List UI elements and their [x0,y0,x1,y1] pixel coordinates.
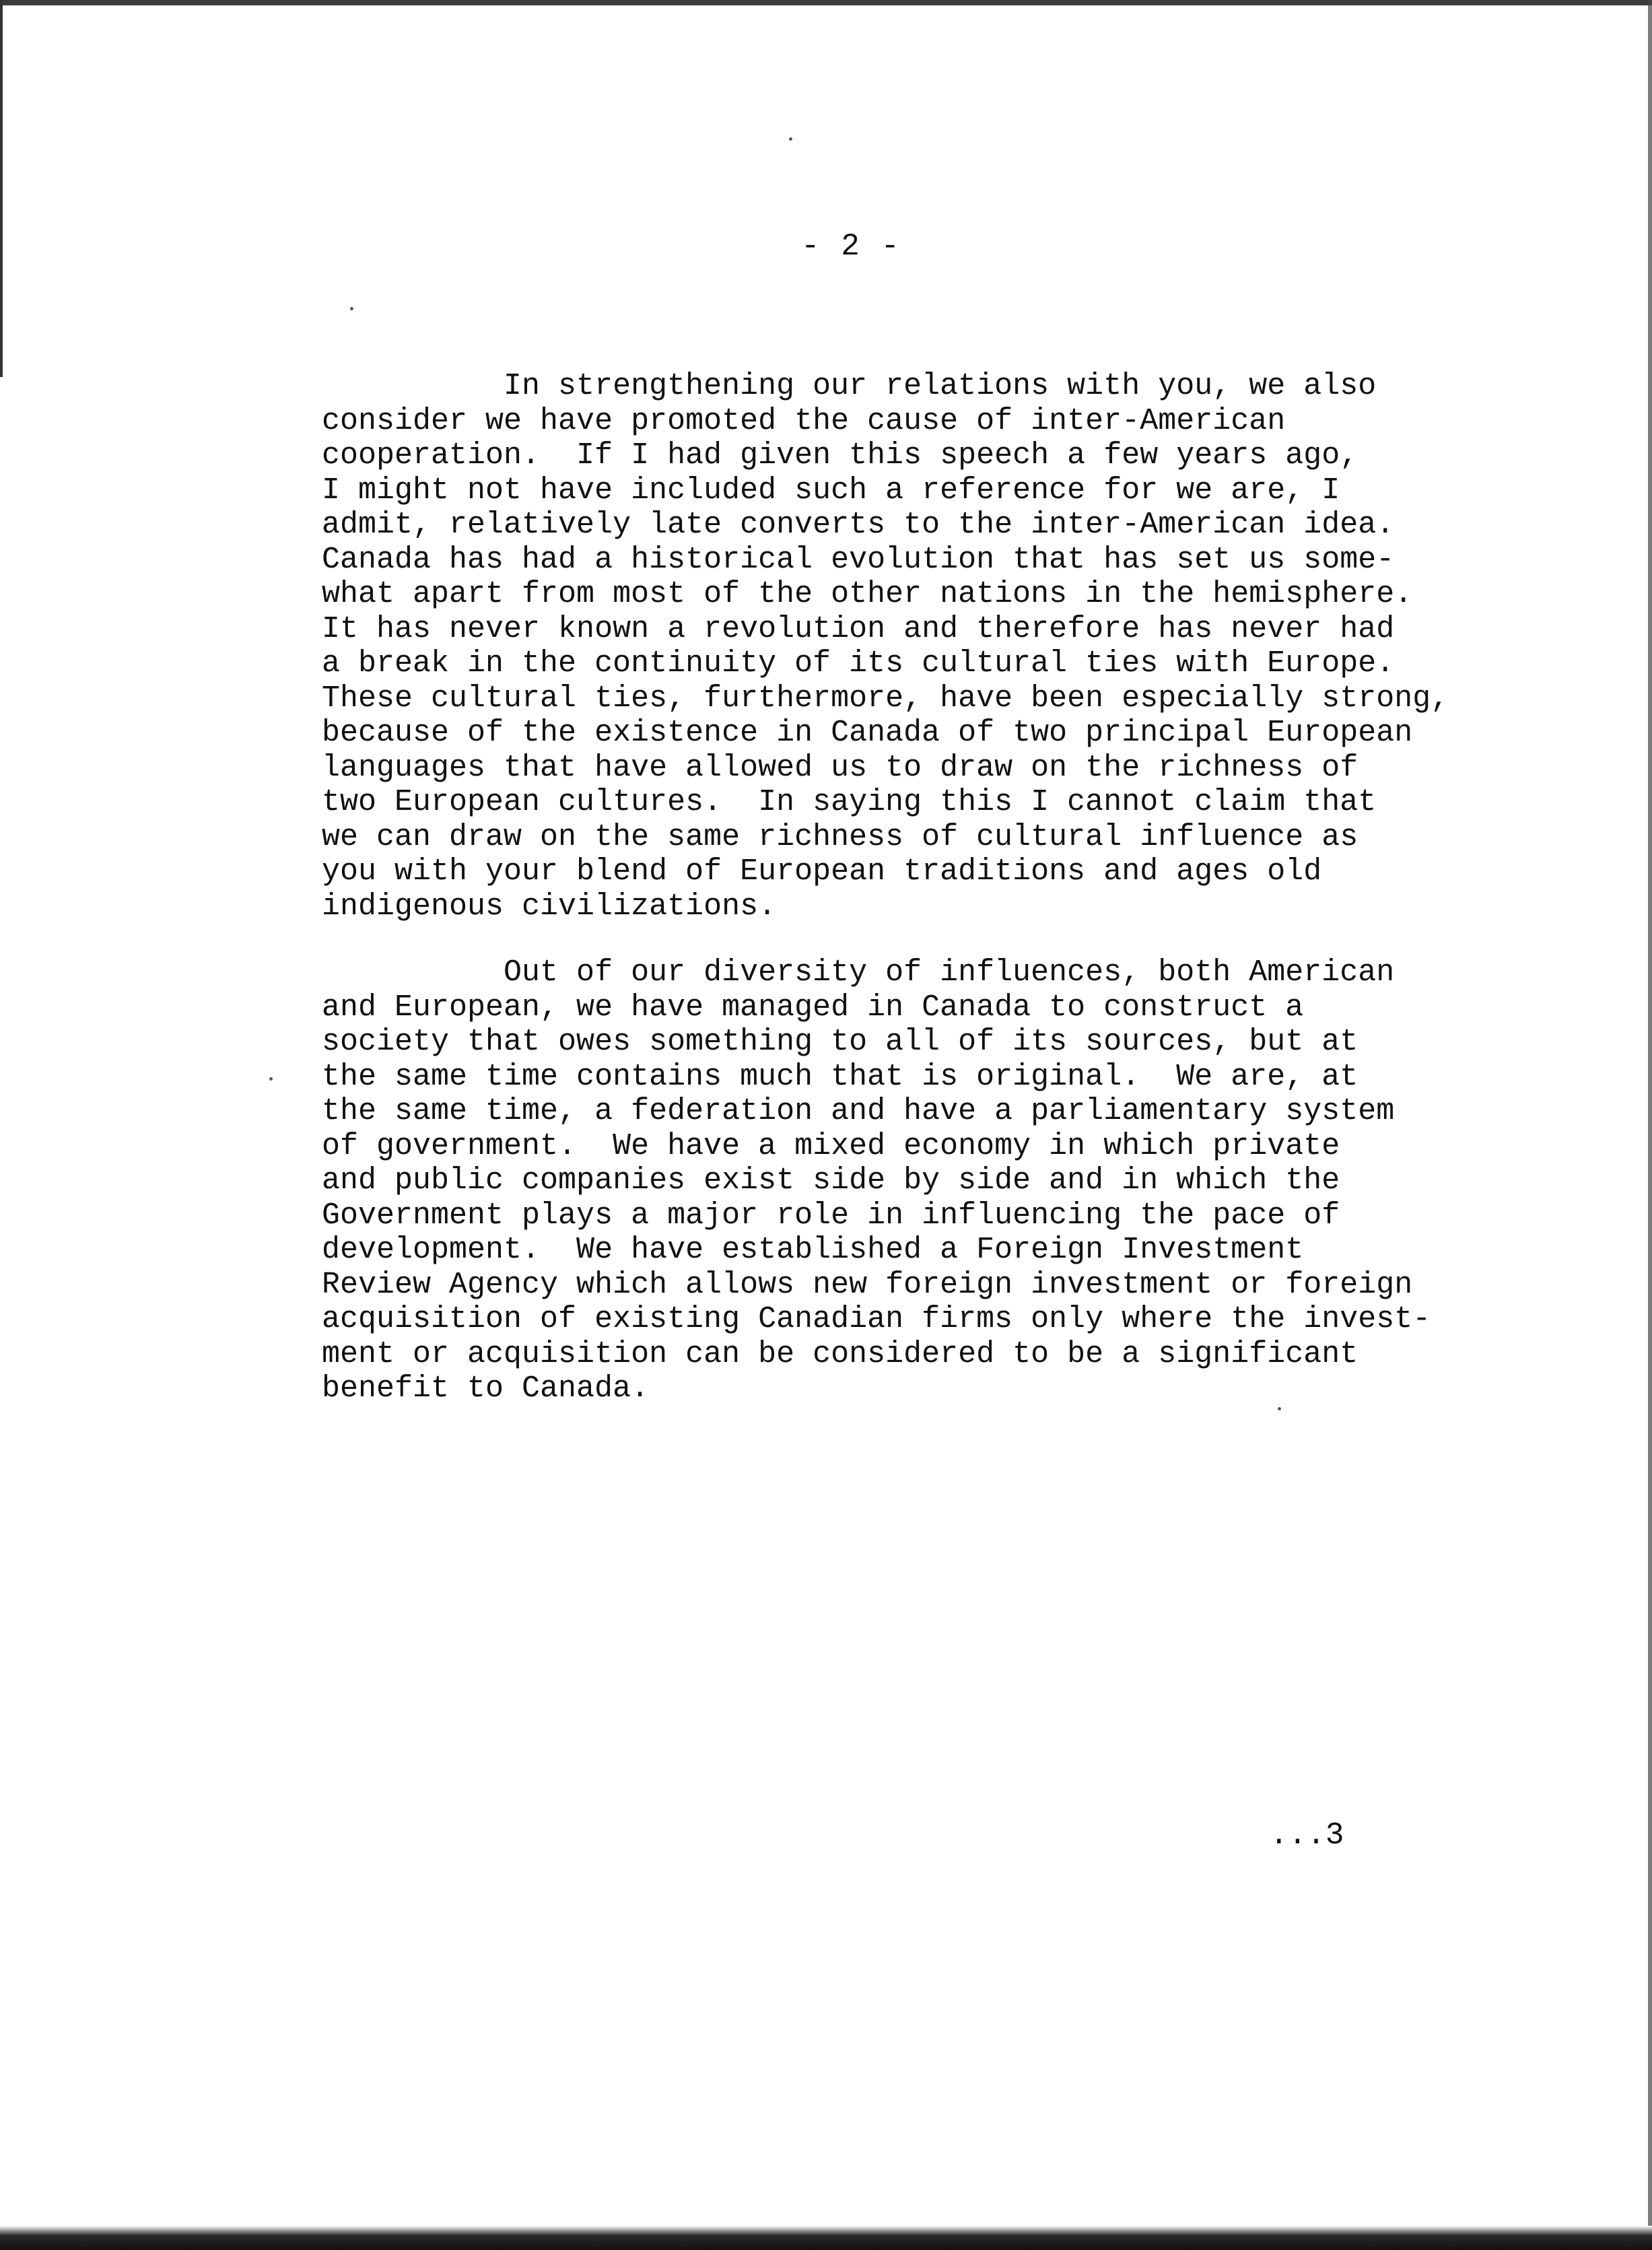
paragraph-1 [322,369,1587,924]
text-line: Out of our diversity of influences, both American [322,955,1395,990]
text-line: development. We have established a Foreign Investment [322,1233,1304,1267]
text-line: languages that have allowed us to draw on the richness of [322,750,1358,785]
text-line: These cultural ties, furthermore, have been especially strong, [322,681,1449,716]
text-line: of government. We have a mixed economy in which private [322,1128,1340,1163]
text-line: two European cultures. In saying this I cannot claim that [322,785,1377,819]
text-line: a break in the continuity of its cultural ties with Europe. [322,646,1395,681]
text-line: ment or acquisition can be considered to be a significant [322,1336,1358,1371]
text-line: In strengthening our relations with you, we also [322,369,1377,403]
scan-speck [269,1077,273,1081]
text-line: It has never known a revolution and therefore has never had [322,611,1395,646]
text-line: I might not have included such a reference for we are, I [322,473,1340,508]
scan-speck [1278,1407,1281,1410]
text-line: we can draw on the same richness of cultural influence as [322,819,1358,854]
text-line: and European, we have managed in Canada to construct a [322,990,1304,1025]
page-number: - 2 - [801,229,901,264]
text-line: acquisition of existing Canadian firms only where the invest- [322,1302,1431,1336]
text-line: admit, relatively late converts to the inter-American idea. [322,508,1395,542]
text-line: what apart from most of the other nations in the hemisphere. [322,577,1413,611]
scan-speck [789,137,792,141]
text-line: benefit to Canada. [322,1371,650,1406]
scan-speck [350,307,353,310]
text-line: consider we have promoted the cause of inter-American [322,403,1286,438]
paragraph-2 [322,955,1587,1406]
text-line: the same time, a federation and have a parliamentary system [322,1094,1395,1128]
text-line: cooperation. If I had given this speech a few years ago, [322,438,1358,473]
text-line: and public companies exist side by side and in which the [322,1163,1340,1198]
text-line: Review Agency which allows new foreign investment or foreign [322,1267,1413,1302]
text-line: you with your blend of European traditions and ages old [322,854,1322,889]
scan-edge-top [0,0,1652,5]
text-line: Canada has had a historical evolution that has set us some- [322,542,1395,577]
scan-edge-bottom [0,2226,1652,2250]
text-line: because of the existence in Canada of two principal European [322,716,1413,750]
text-line: the same time contains much that is original. We are, at [322,1059,1358,1094]
text-line: society that owes something to all of its sources, but at [322,1025,1358,1059]
text-line: indigenous civilizations. [322,889,777,924]
scan-edge-right [1648,0,1652,2250]
text-line: Government plays a major role in influencing the pace of [322,1198,1340,1233]
continuation-marker: ...3 [1270,1818,1344,1853]
scan-edge-left [0,0,3,377]
